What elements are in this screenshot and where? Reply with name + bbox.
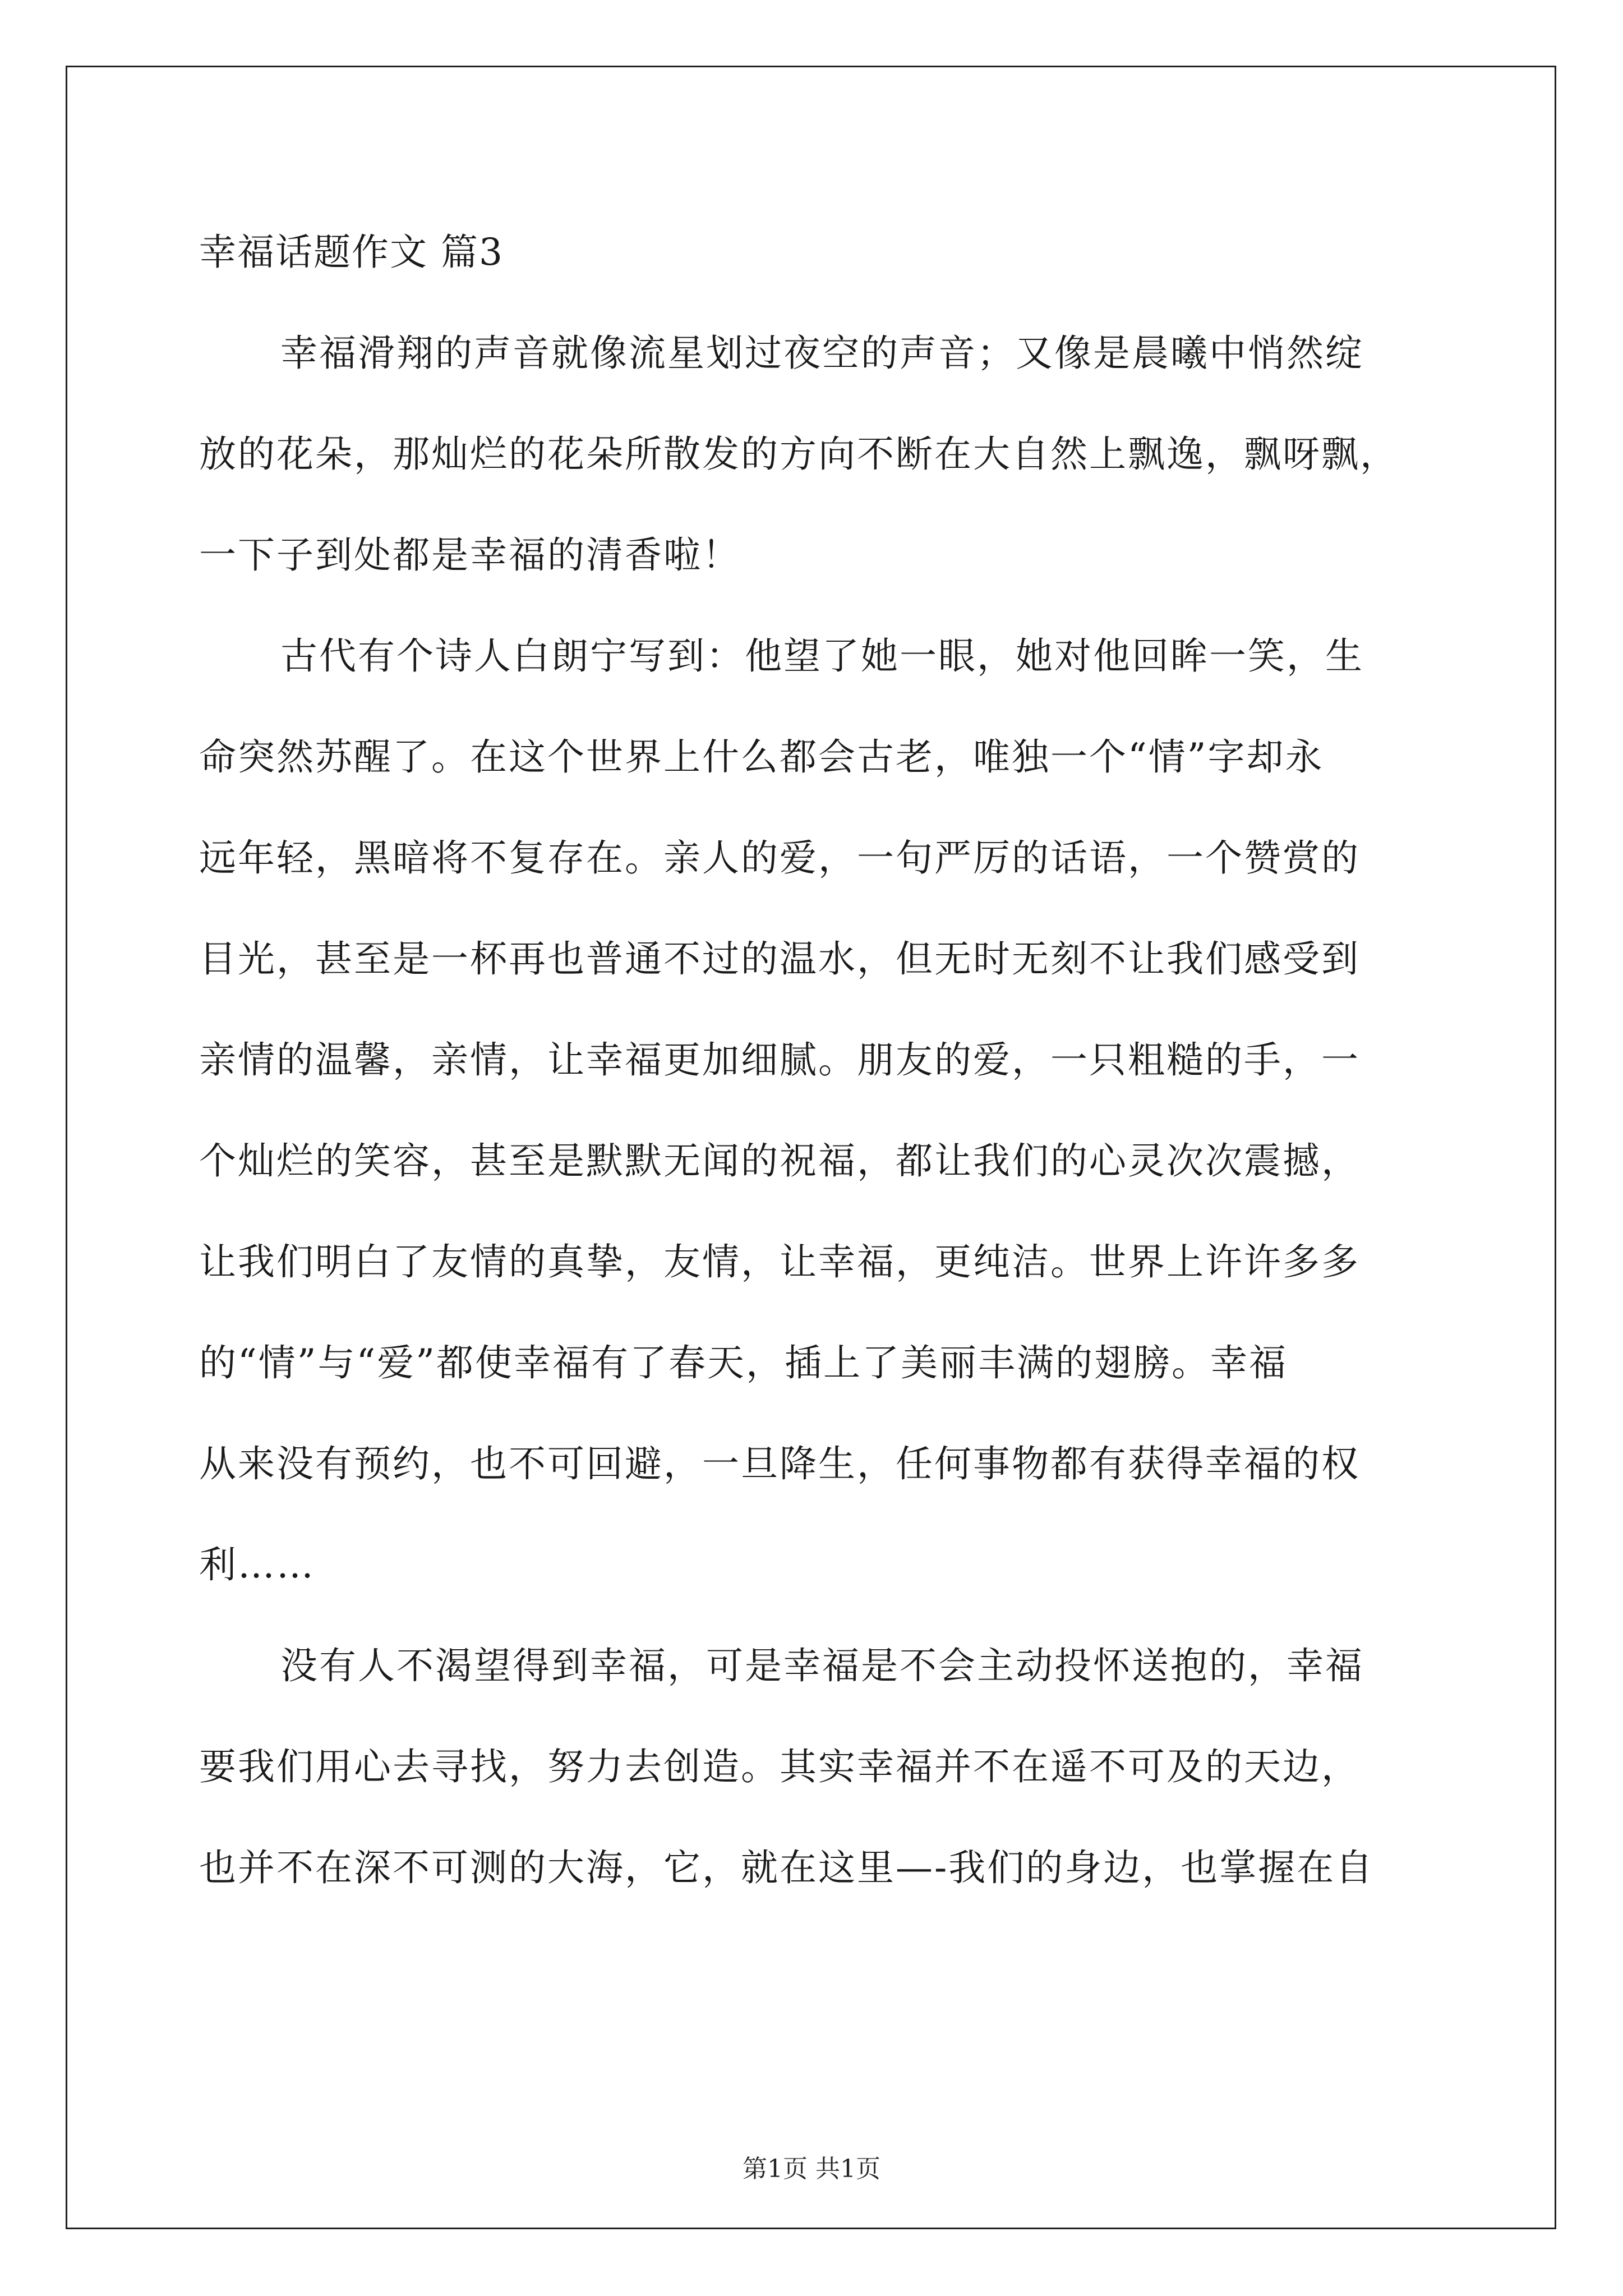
paragraph-line: 目光，甚至是一杯再也普通不过的温水，但无时无刻不让我们感受到	[199, 937, 1360, 981]
paragraph-line: 要我们用心去寻找，努力去创造。其实幸福并不在遥不可及的天边，	[199, 1745, 1360, 1788]
paragraph-line: 让我们明白了友情的真挚，友情，让幸福，更纯洁。世界上许许多多	[199, 1240, 1360, 1283]
page-number-footer: 第1页 共1页	[743, 2155, 880, 2183]
document-title: 幸福话题作文 篇3	[199, 231, 504, 274]
paragraph-2	[199, 606, 1433, 1616]
paragraph-line: 放的花朵，那灿烂的花朵所散发的方向不断在大自然上飘逸，飘呀飘，	[199, 432, 1399, 476]
document-body	[199, 202, 1433, 1918]
paragraph-line: 也并不在深不可测的大海，它，就在这里—-我们的身边，也掌握在自	[199, 1846, 1375, 1889]
paragraph-line: 个灿烂的笑容，甚至是默默无闻的祝福，都让我们的心灵次次震撼，	[199, 1139, 1360, 1182]
paragraph-line: 从来没有预约，也不可回避，一旦降生，任何事物都有获得幸福的权	[199, 1442, 1360, 1485]
paragraph-line: 命突然苏醒了。在这个世界上什么都会古老，唯独一个“情”字却永	[199, 735, 1324, 779]
paragraph-line: 的“情”与“爱”都使幸福有了春天，插上了美丽丰满的翅膀。幸福	[199, 1341, 1288, 1384]
paragraph-line: 一下子到处都是幸福的清香啦！	[199, 533, 741, 577]
paragraph-line: 幸福滑翔的声音就像流星划过夜空的声音；又像是晨曦中悄然绽	[280, 332, 1364, 375]
paragraph-3	[199, 1616, 1433, 1918]
paragraph-line: 亲情的温馨，亲情，让幸福更加细腻。朋友的爱，一只粗糙的手，一	[199, 1038, 1360, 1082]
paragraph-line: 没有人不渴望得到幸福，可是幸福是不会主动投怀送抱的，幸福	[280, 1644, 1364, 1687]
paragraph-1	[199, 303, 1433, 606]
paragraph-line: 远年轻，黑暗将不复存在。亲人的爱，一句严厉的话语，一个赞赏的	[199, 836, 1360, 880]
paragraph-line: 古代有个诗人白朗宁写到：他望了她一眼，她对他回眸一笑，生	[280, 634, 1364, 678]
paragraph-line: 利……	[199, 1543, 315, 1586]
